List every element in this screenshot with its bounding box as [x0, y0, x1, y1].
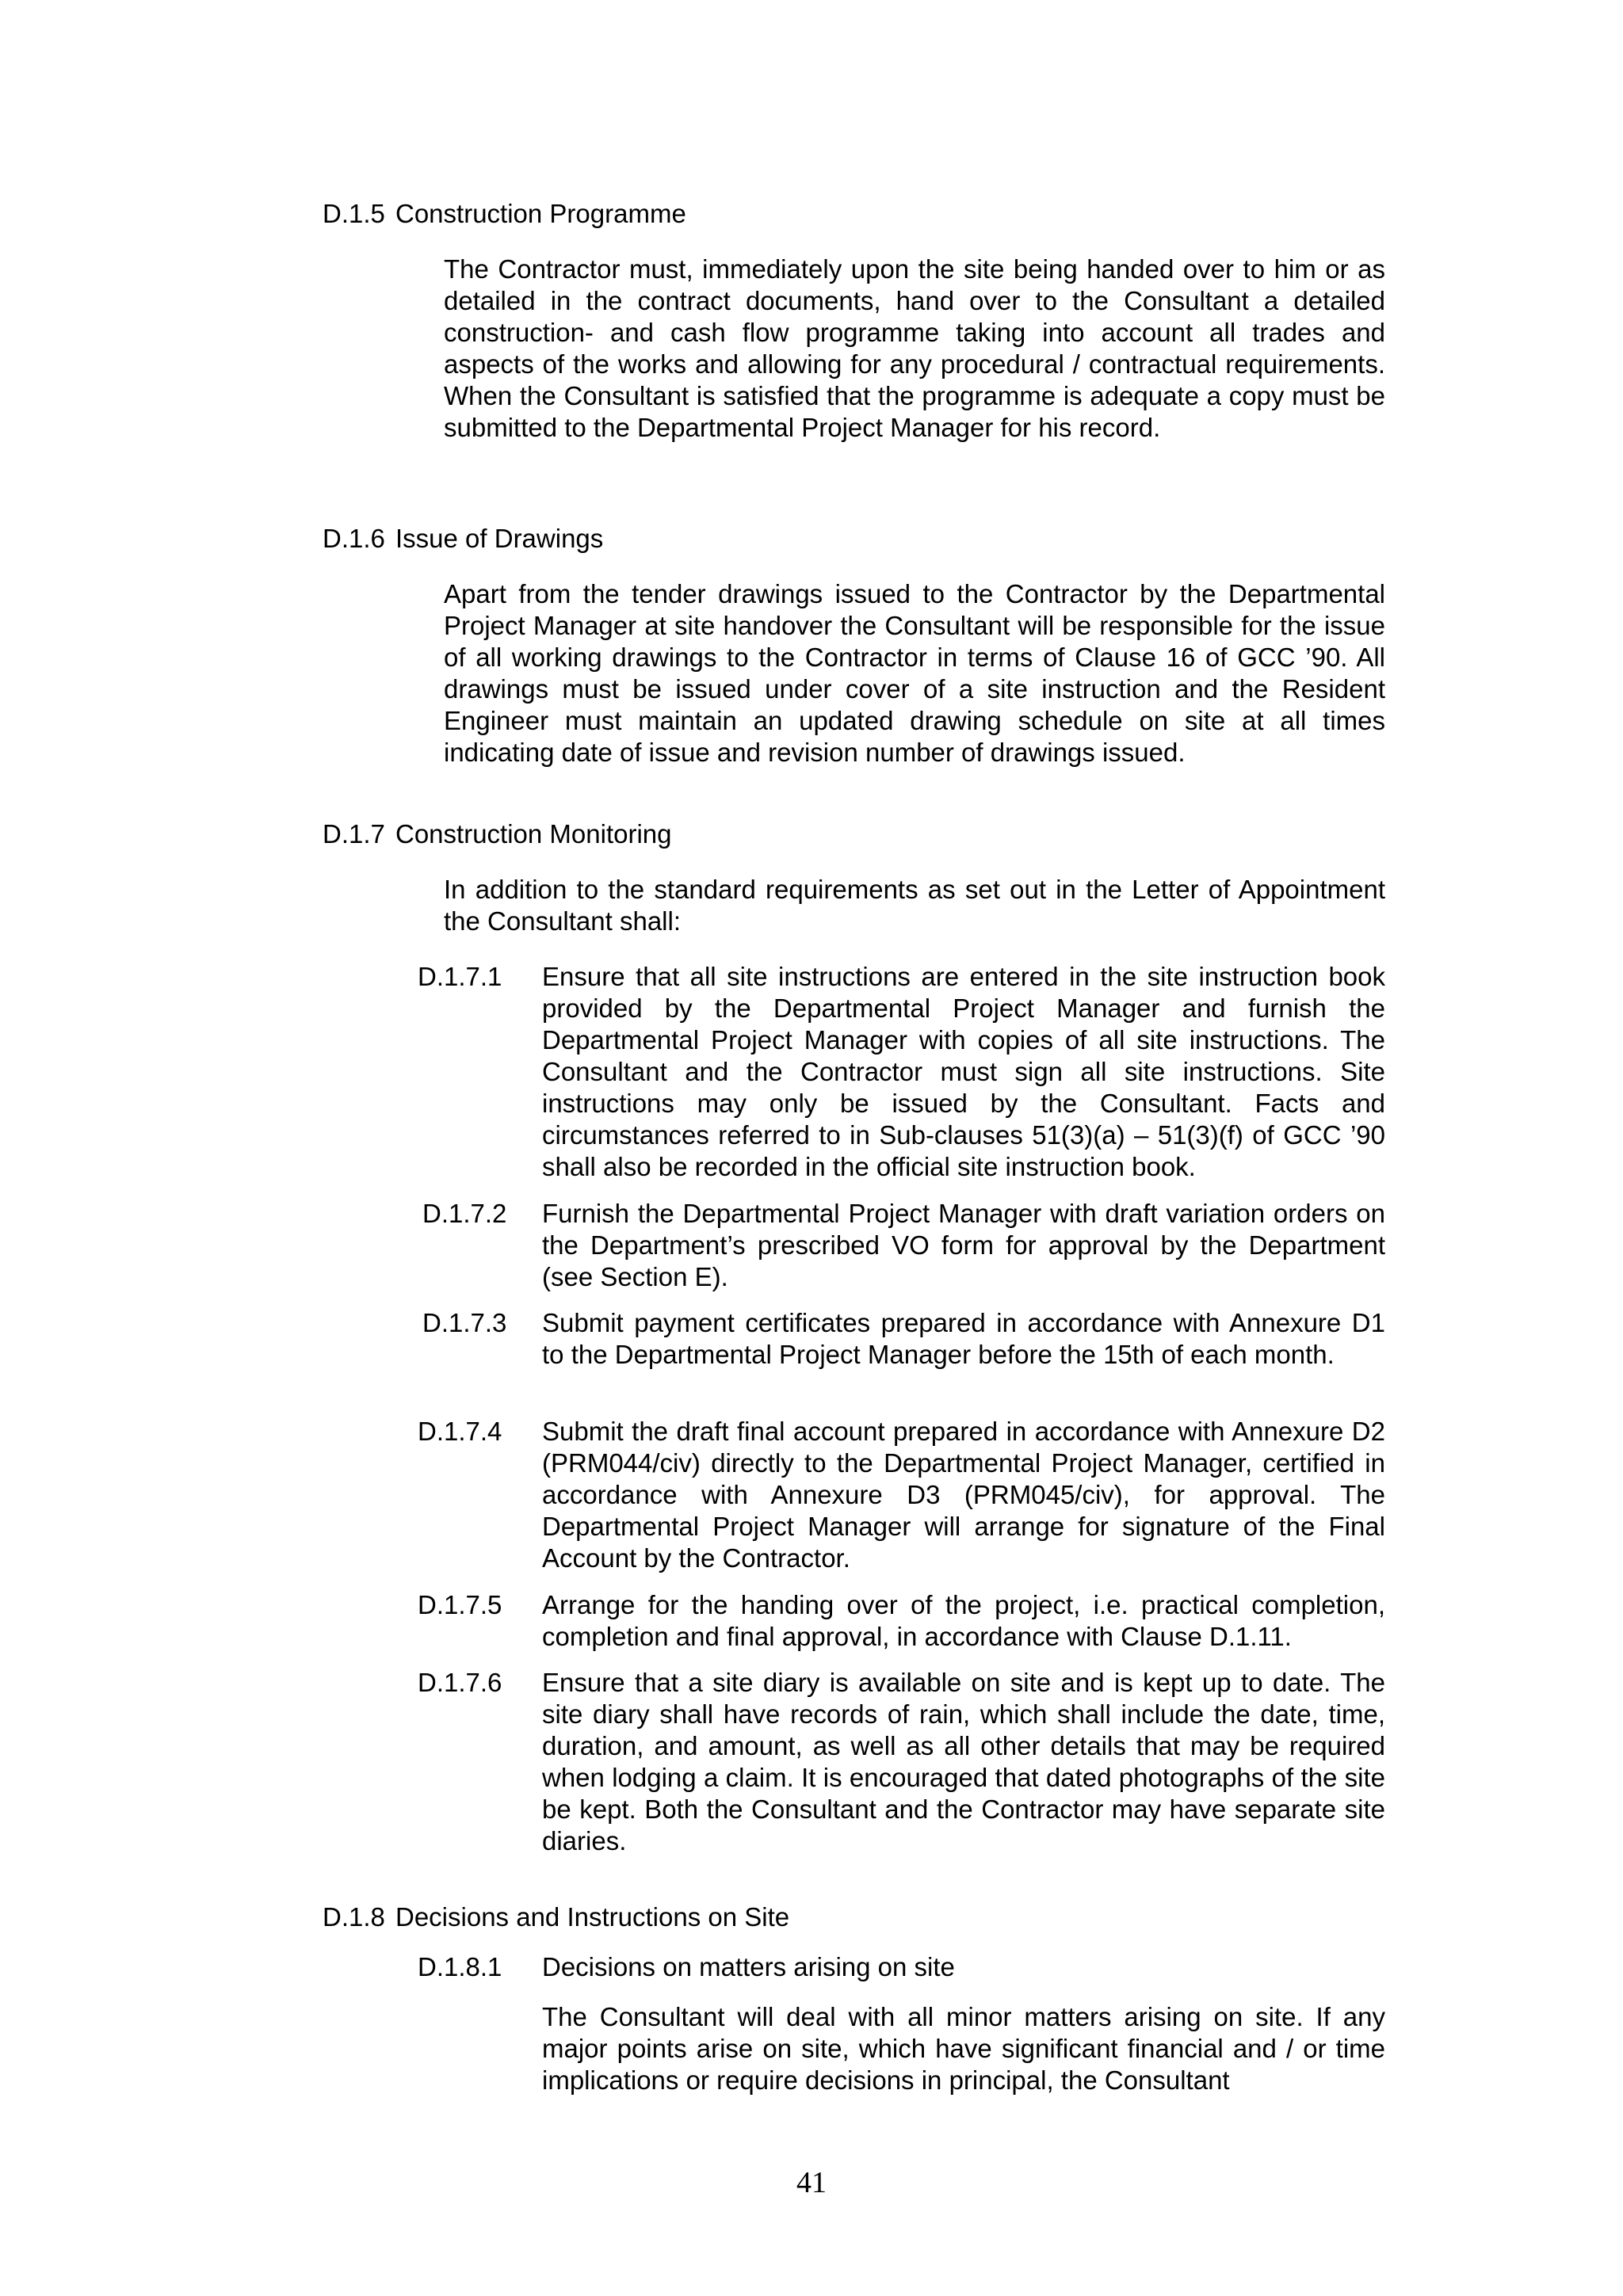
section-title: Construction Monitoring — [395, 819, 672, 849]
section-number: D.1.7 — [323, 819, 385, 849]
section-number: D.1.6 — [323, 524, 385, 553]
item-number: D.1.7.1 — [418, 962, 502, 991]
item-number: D.1.7.3 — [422, 1308, 507, 1337]
list-item — [418, 961, 1385, 1183]
item-number: D.1.7.6 — [418, 1668, 502, 1697]
section-heading-d18 — [323, 1901, 789, 1933]
item-text: Ensure that a site diary is available on site and is kept up to date. The site diary shall have records of rain, which shall include the date, time, duration, and amount, as well as all other details that may be required when lodging a claim. It is encouraged that dated photographs of the site be kept. Both the Consultant and the Contractor may have separate site diaries. — [542, 1668, 1385, 1855]
section-number: D.1.5 — [323, 199, 385, 228]
item-number: D.1.8.1 — [418, 1952, 502, 1981]
item-text: Submit payment certificates prepared in accordance with Annexure D1 to the Departmental Project Manager before the 15th of each month. — [542, 1308, 1385, 1369]
item-text: Ensure that all site instructions are entered in the site instruction book provided by the Departmental Project Manager and furnish the Departmental Project Manager with copies of all site instructions. The Consultant and the Contractor must sign all site instructions. Site instructions may only be issued by the Consultant. Facts and circumstances referred to in Sub-clauses 51(3)(a) – 51(3)(f) of GCC ’90 shall also be recorded in the official site instruction book. — [542, 962, 1385, 1181]
subsection-title: Decisions on matters arising on site — [542, 1952, 955, 1981]
section-heading-d16 — [323, 523, 603, 555]
item-number: D.1.7.5 — [418, 1590, 502, 1619]
section-heading-d17 — [323, 818, 672, 850]
item-number: D.1.7.4 — [418, 1417, 502, 1446]
section-title: Issue of Drawings — [395, 524, 604, 553]
item-text: Submit the draft final account prepared in accordance with Annexure D2 (PRM044/civ) directly to the Departmental Project Manager, certified in accordance with Annexure D3 (PRM045/civ), for approval. The Departmental Project Manager will arrange for signature of the Final Account by the Contractor. — [542, 1417, 1385, 1573]
item-text: Arrange for the handing over of the project, i.e. practical completion, completion and final approval, in accordance with Clause D.1.11. — [542, 1590, 1385, 1651]
subsection-body: The Consultant will deal with all minor matters arising on site. If any major points arise on site, which have significant financial and / or time implications or require decisions in principal, the Consultant — [542, 2002, 1385, 2095]
section-number: D.1.8 — [323, 1902, 385, 1932]
item-text: Furnish the Departmental Project Manager with draft variation orders on the Department’s prescribed VO form for approval by the Department (see Section E). — [542, 1199, 1385, 1291]
section-body-d15: The Contractor must, immediately upon the site being handed over to him or as detailed in the contract documents, hand over to the Consultant a detailed construction- and cash flow programme taking into account all trades and aspects of the works and allowing for any procedural / contractual requirements. When the Consultant is satisfied that the programme is adequate a copy must be submitted to the Departmental Project Manager for his record. — [444, 254, 1385, 442]
section-intro-d17: In addition to the standard requirements as set out in the Letter of Appointment the Consultant shall: — [444, 875, 1385, 936]
section-title: Decisions and Instructions on Site — [395, 1902, 790, 1932]
list-item — [418, 1198, 1385, 1293]
section-body-d16: Apart from the tender drawings issued to the Contractor by the Departmental Project Manager at site handover the Consultant will be responsible for the issue of all working drawings to the Contractor in terms of Clause 16 of GCC ’90. All drawings must be issued under cover of a site instruction and the Resident Engineer must maintain an updated drawing schedule on site at all times indicating date of issue and revision number of drawings issued. — [444, 579, 1385, 767]
section-title: Construction Programme — [395, 199, 686, 228]
section-heading-d15 — [323, 198, 686, 230]
item-number: D.1.7.2 — [422, 1199, 507, 1228]
page-number: 41 — [796, 2166, 827, 2199]
list-item — [418, 1307, 1385, 1371]
list-item — [418, 1667, 1385, 1857]
list-item — [418, 1416, 1385, 1574]
subsection-heading — [418, 1951, 1385, 1983]
list-item — [418, 1589, 1385, 1653]
